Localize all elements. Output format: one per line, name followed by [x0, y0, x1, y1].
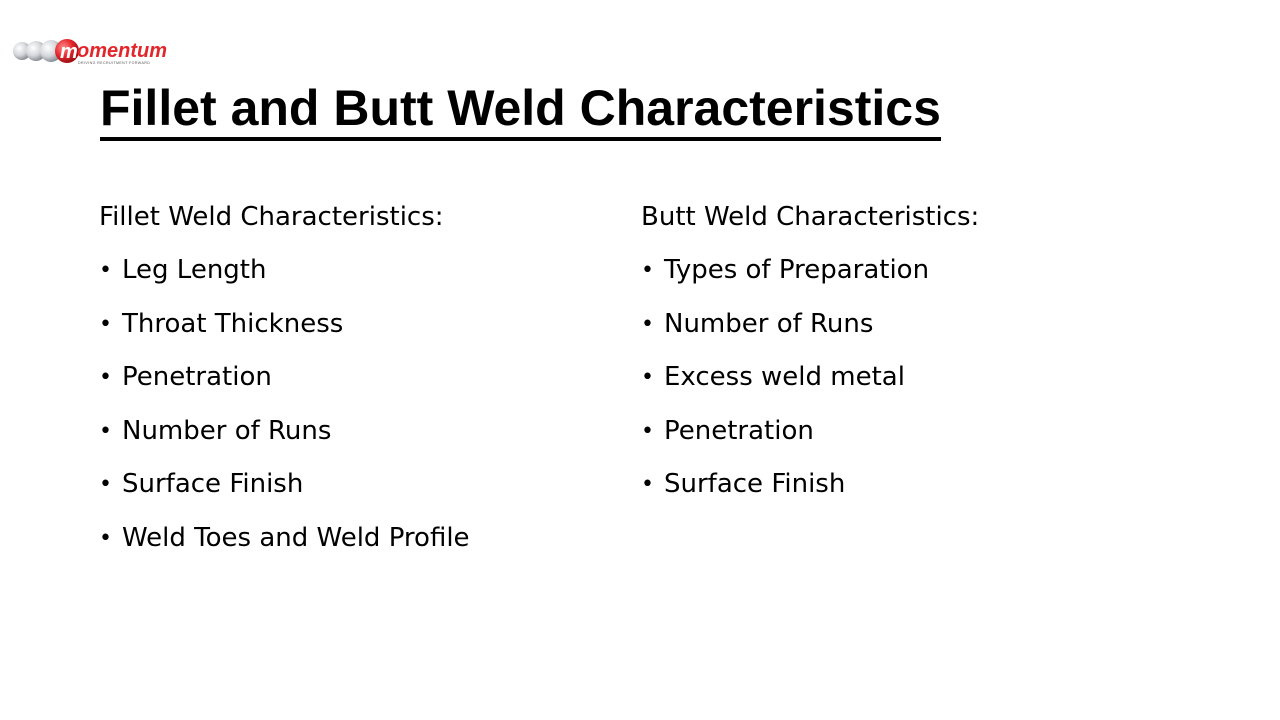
list-item: • Types of Preparation: [641, 244, 1111, 298]
momentum-logo-graphic: [12, 30, 182, 70]
butt-weld-column: [641, 190, 1111, 512]
bullet-icon: •: [641, 258, 654, 283]
bullet-icon: •: [99, 418, 112, 444]
list-item: • Penetration: [99, 351, 569, 405]
bullet-icon: •: [99, 365, 112, 390]
list-item: • Penetration: [641, 405, 1111, 459]
list-item: • Throat Thickness: [99, 298, 569, 352]
svg-text:m: m: [60, 41, 78, 63]
list-item: • Excess weld metal: [641, 351, 1111, 405]
list-item: • Number of Runs: [641, 298, 1111, 352]
bullet-icon: •: [99, 258, 112, 283]
bullet-icon: •: [641, 418, 654, 444]
momentum-logo: [12, 30, 182, 70]
bullet-icon: •: [99, 525, 112, 551]
list-item: • Surface Finish: [99, 458, 569, 512]
bullet-icon: •: [641, 472, 654, 497]
column-heading: Fillet Weld Characteristics:: [99, 202, 444, 232]
bullet-icon: •: [99, 311, 112, 337]
logo-tagline: DRIVING RECRUITMENT FORWARD: [78, 61, 151, 65]
bullet-icon: •: [641, 311, 654, 337]
column-heading: Butt Weld Characteristics:: [641, 202, 980, 232]
logo-wordmark: omentum: [77, 40, 167, 62]
list-item: • Surface Finish: [641, 458, 1111, 512]
list-item: • Weld Toes and Weld Profile: [99, 512, 569, 566]
list-item: • Number of Runs: [99, 405, 569, 459]
list-item: • Leg Length: [99, 244, 569, 298]
butt-weld-list: [641, 244, 1111, 512]
fillet-weld-column: [99, 190, 569, 565]
fillet-weld-list: [99, 244, 569, 565]
bullet-icon: •: [641, 365, 654, 390]
slide-title: Fillet and Butt Weld Characteristics: [100, 74, 941, 142]
bullet-icon: •: [99, 472, 112, 497]
